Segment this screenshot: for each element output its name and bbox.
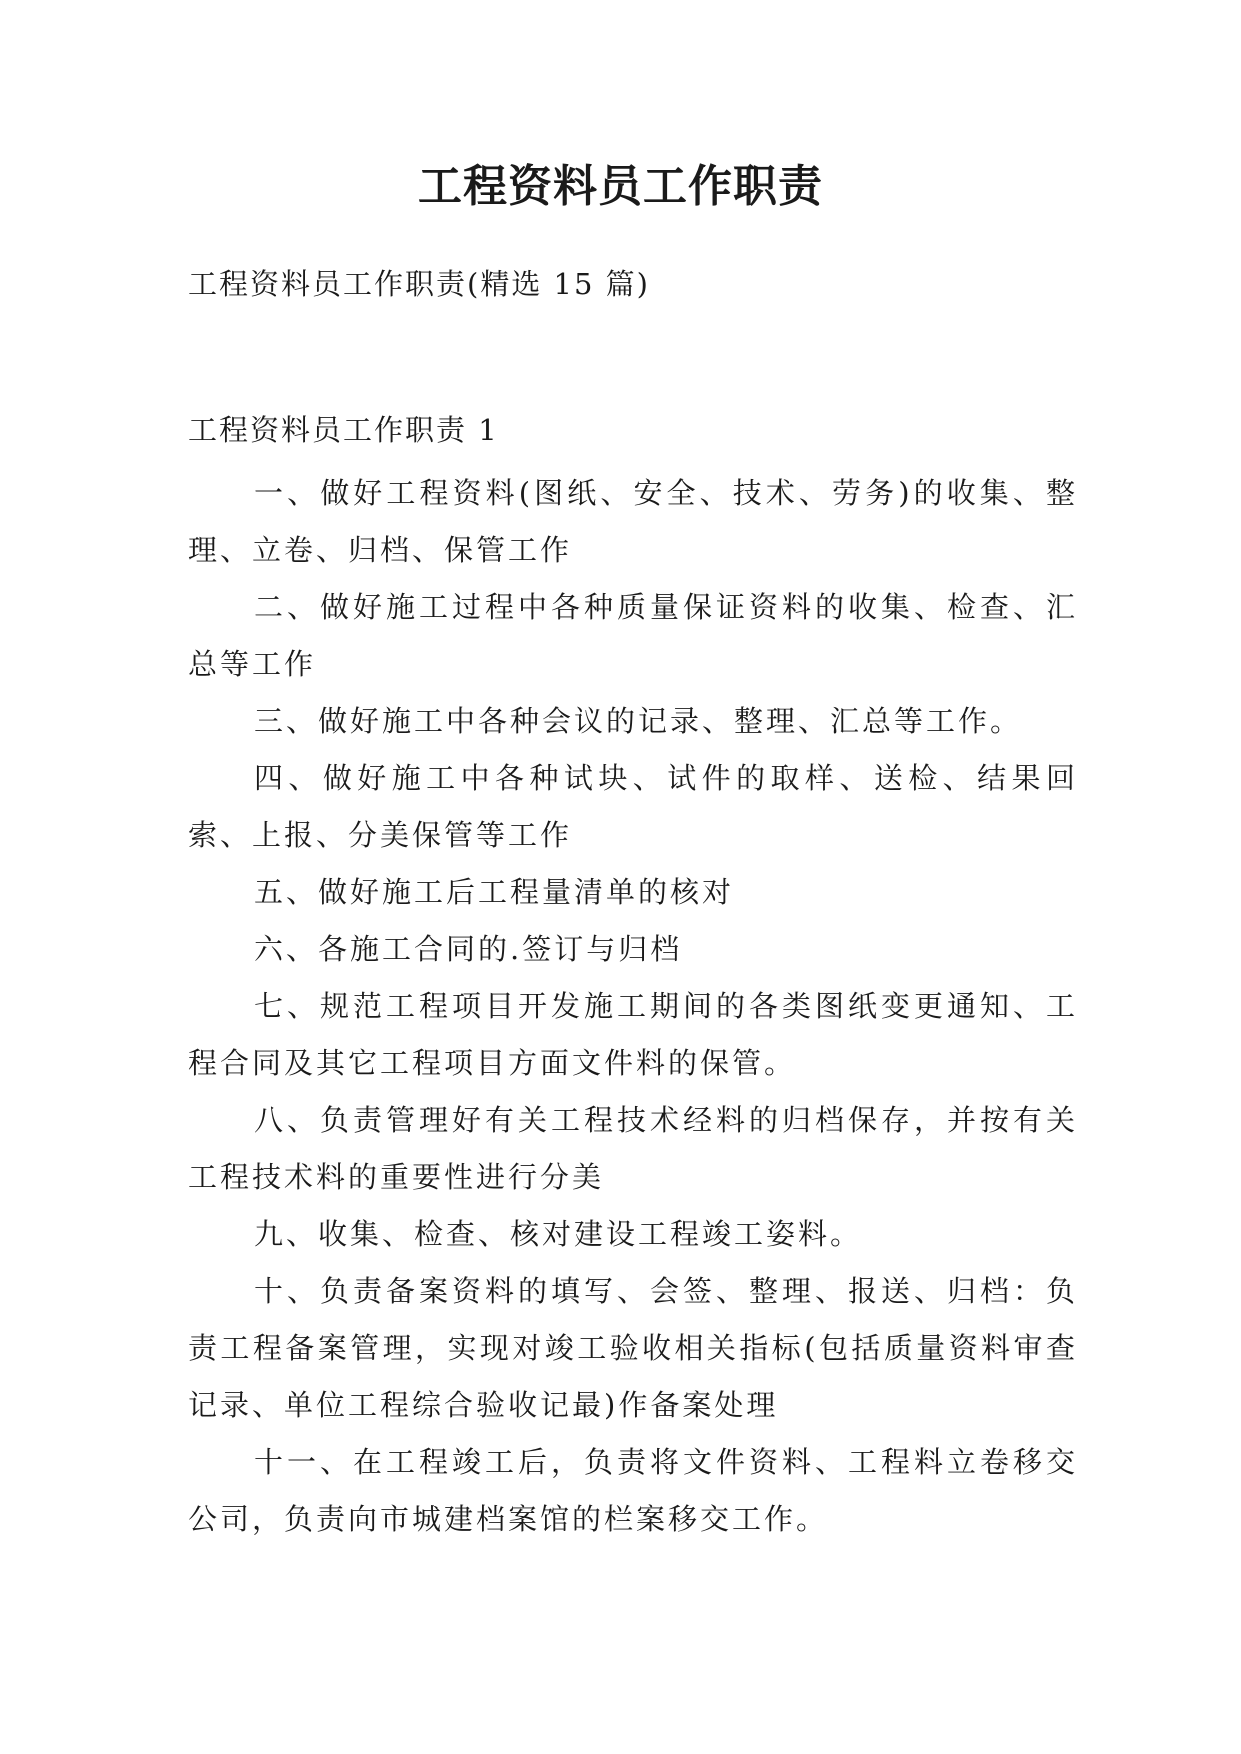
duties-list	[188, 465, 1078, 1548]
document-title: 工程资料员工作职责	[418, 161, 823, 212]
section-heading: 工程资料员工作职责 1	[188, 413, 499, 447]
duty-item: 三、做好施工中各种会议的记录、整理、汇总等工作。	[254, 704, 1023, 738]
duty-item: 二、做好施工过程中各种质量保证资料的收集、检查、汇总等工作	[188, 590, 1078, 681]
duty-item: 九、收集、检查、核对建设工程竣工姿料。	[254, 1217, 863, 1251]
duty-item: 五、做好施工后工程量清单的核对	[254, 875, 735, 909]
duty-item: 一、做好工程资料(图纸、安全、技术、劳务)的收集、整理、立卷、归档、保管工作	[188, 476, 1078, 567]
duty-item: 八、负责管理好有关工程技术经料的归档保存，并按有关工程技术料的重要性进行分美	[188, 1103, 1078, 1194]
duty-item: 四、做好施工中各种试块、试件的取样、送检、结果回索、上报、分美保管等工作	[188, 761, 1078, 852]
duty-item: 六、各施工合同的.签订与归档	[254, 932, 683, 966]
duty-item: 十、负责备案资料的填写、会签、整理、报送、归档：负责工程备案管理，实现对竣工验收相关指标(包括质量资料审查记录、单位工程综合验收记最)作备案处理	[188, 1274, 1078, 1422]
document-subtitle: 工程资料员工作职责(精选 15 篇)	[188, 267, 650, 301]
duty-item: 十一、在工程竣工后，负责将文件资料、工程料立卷移交公司，负责向市城建档案馆的栏案移交工作。	[188, 1445, 1078, 1536]
duty-item: 七、规范工程项目开发施工期间的各类图纸变更通知、工程合同及其它工程项目方面文件料的保管。	[188, 989, 1078, 1080]
